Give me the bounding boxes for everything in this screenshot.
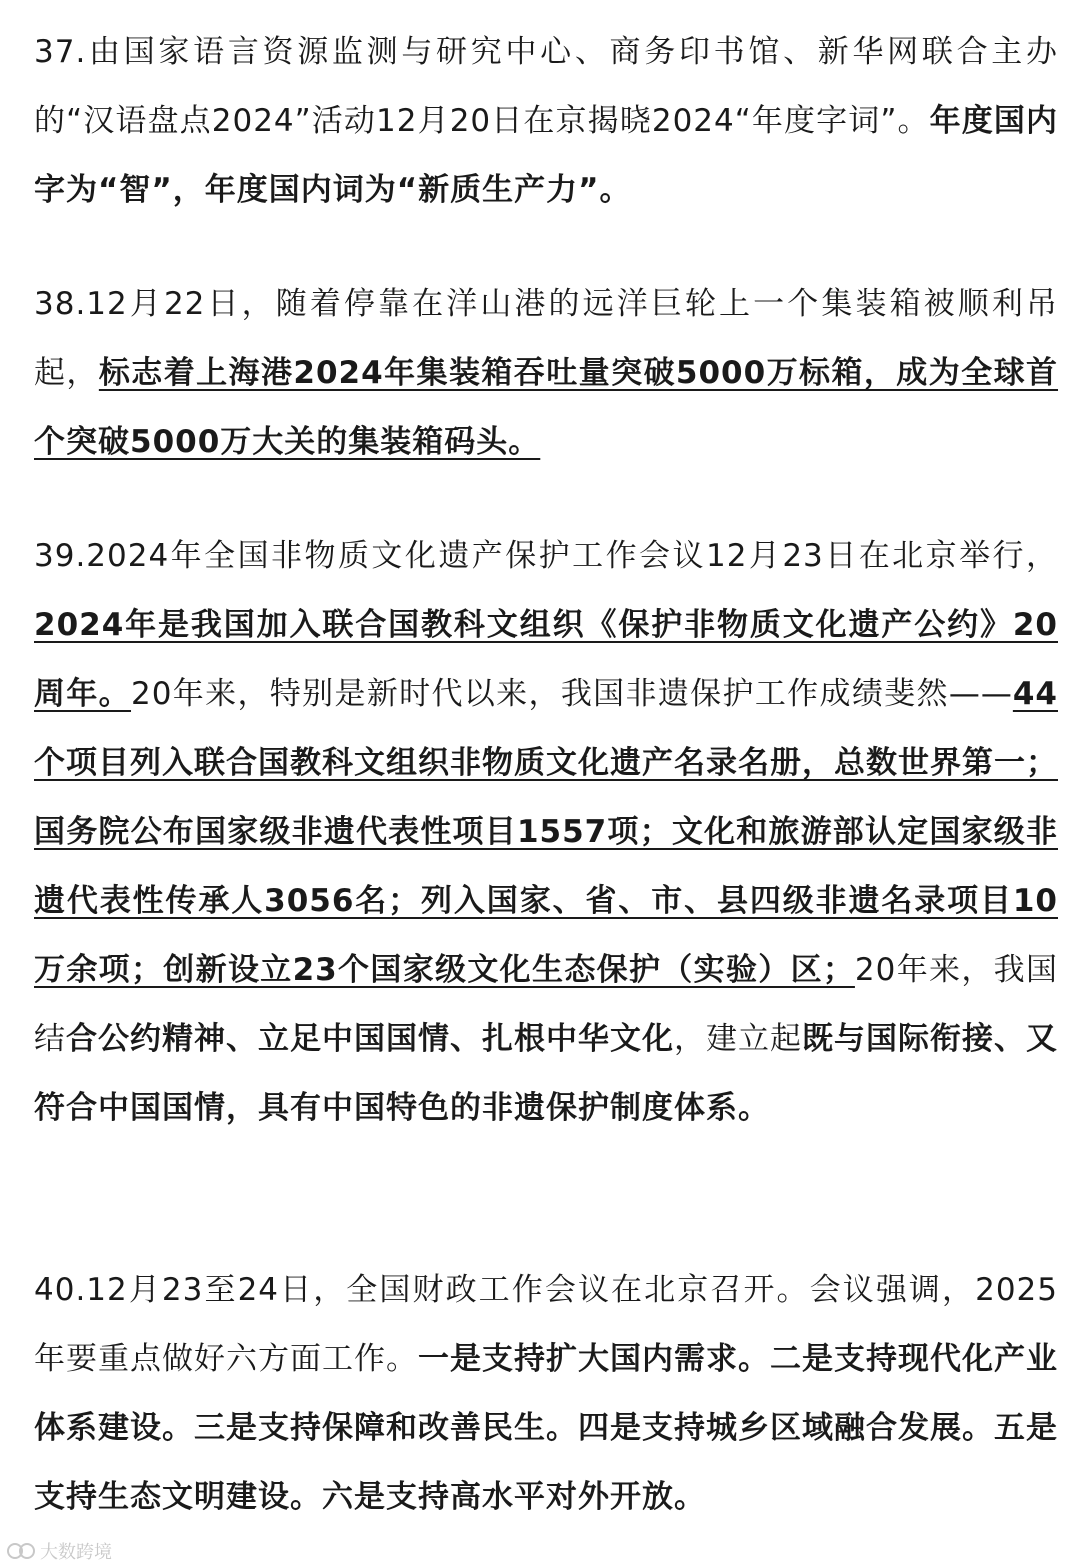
item-39-highlight-principles: 合公约精神、立足中国国情、扎根中华文化 — [66, 1021, 674, 1057]
news-item-37 — [34, 18, 1058, 225]
item-40-highlight: 一是支持扩大国内需求。二是支持现代化产业体系建设。三是支持保障和改善民生。四是支持城乡区域融合发展。五是支持生态文明建设。六是支持高水平对外开放。 — [34, 1341, 1058, 1515]
item-39-text-established: ，建立起 — [674, 1021, 802, 1057]
item-37-highlight: 年度国内字为“智”，年度国内词为“新质生产力”。 — [34, 103, 1058, 208]
item-40-text: 40.12月23至24日，全国财政工作会议在北京召开。会议强调，2025年要重点做好六方面工作。 — [34, 1272, 1058, 1377]
item-38-text: 38.12月22日，随着停靠在洋山港的远洋巨轮上一个集装箱被顺利吊起， — [34, 286, 1058, 391]
item-39-highlight-statistics: 44个项目列入联合国教科文组织非物质文化遗产名录名册，总数世界第一；国务院公布国家级非遗代表性项目1557项；文化和旅游部认定国家级非遗代表性传承人3056名；列入国家、省、市、县四级非遗名录项目10万余项；创新设立23个国家级文化生态保护（实验）区； — [34, 676, 1058, 988]
news-item-40 — [34, 1256, 1058, 1532]
watermark-text: 大数跨境 — [40, 1542, 112, 1563]
item-39-text: 39.2024年全国非物质文化遗产保护工作会议12月23日在北京举行， — [34, 538, 1058, 574]
news-item-38 — [34, 270, 1058, 477]
item-39-highlight-system: 既与国际衔接、又符合中国国情，具有中国特色的非遗保护制度体系。 — [34, 1021, 1058, 1126]
item-37-text: 37.由国家语言资源监测与研究中心、商务印书馆、新华网联合主办的“汉语盘点2024”活动12月20日在京揭晓2024“年度字词”。 — [34, 34, 1058, 139]
news-item-39 — [34, 522, 1058, 1143]
item-39-highlight-anniversary: 2024年是我国加入联合国教科文组织《保护非物质文化遗产公约》20周年。 — [34, 607, 1058, 712]
watermark-logo-icon — [6, 1540, 36, 1562]
item-39-text-twenty-years: 20年来，我国结 — [34, 952, 1058, 1057]
watermark — [6, 1538, 112, 1564]
item-39-text-achievements: 20年来，特别是新时代以来，我国非遗保护工作成绩斐然—— — [131, 676, 1013, 712]
item-38-highlight: 标志着上海港2024年集装箱吞吐量突破5000万标箱，成为全球首个突破5000万大关的集装箱码头。 — [34, 355, 1059, 460]
